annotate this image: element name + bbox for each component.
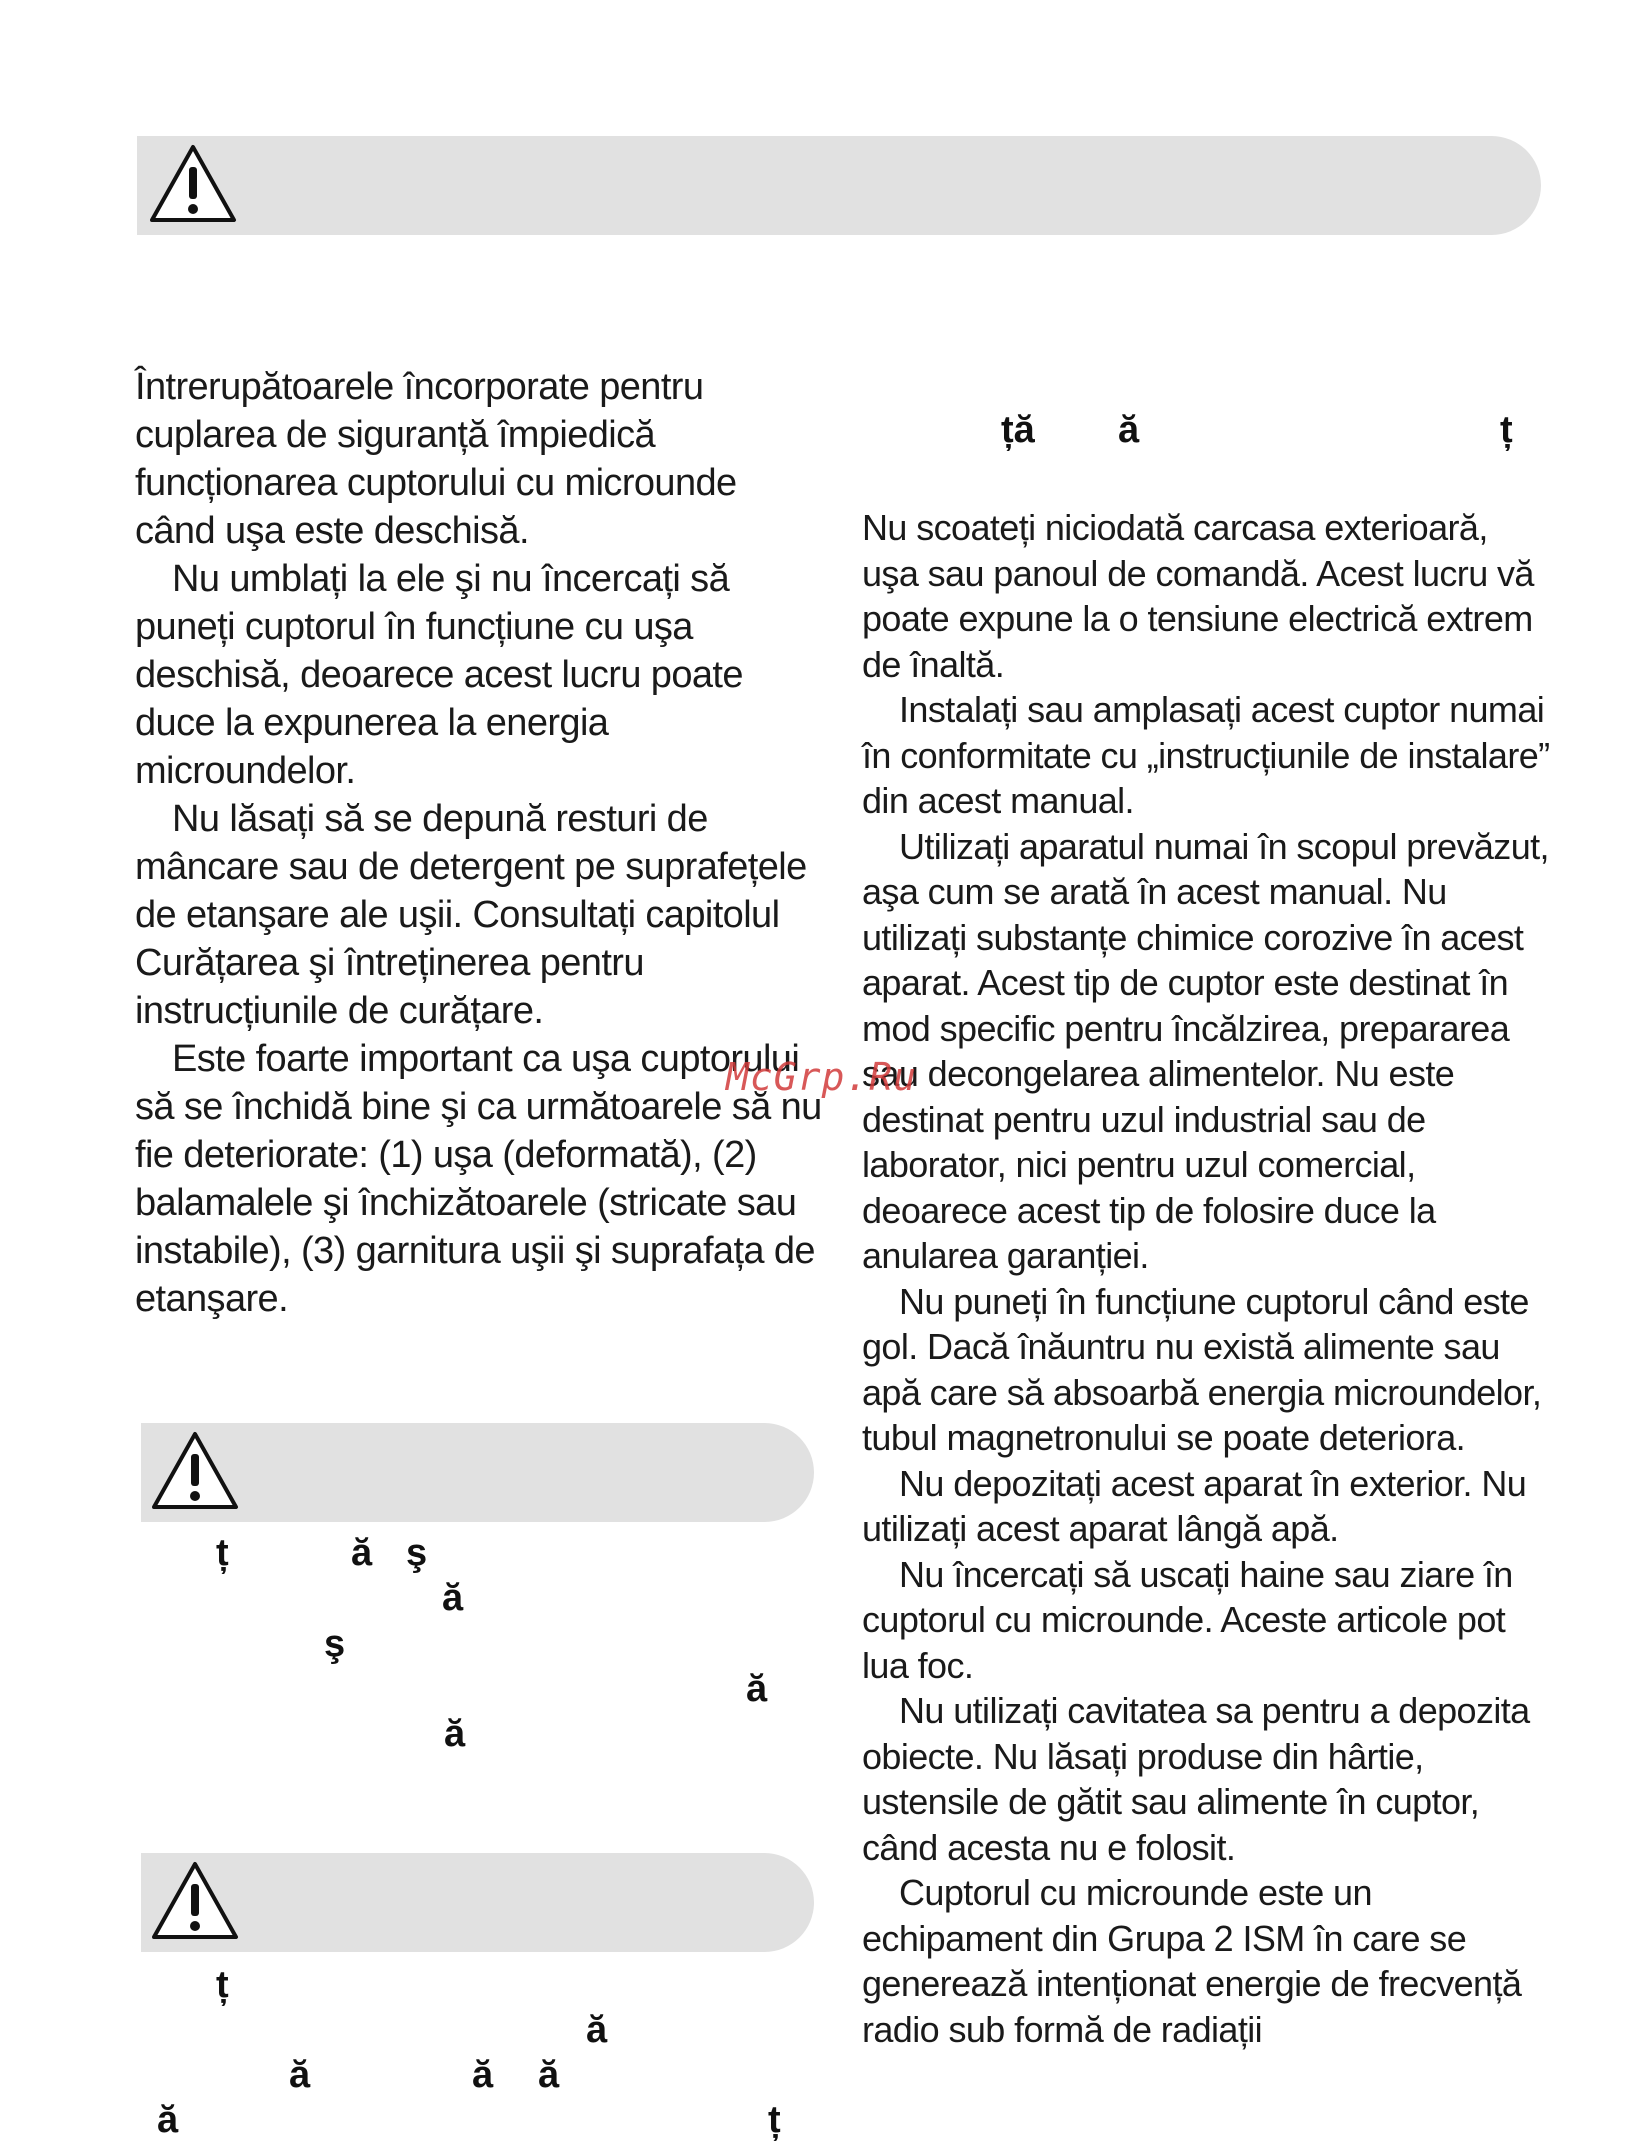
warning-text-fragment: ț [216, 1964, 229, 2006]
paragraph: Instalați sau amplasați acest cuptor numai în conformitate cu „instrucțiunile de instalare” din acest manual. [862, 689, 1550, 821]
warning-text-fragment: ț [216, 1532, 229, 1574]
warning-text-fragment: ă [538, 2054, 560, 2096]
warning-text-fragment: ț [768, 2099, 781, 2141]
warning-text-fragment: ă [289, 2054, 311, 2096]
paragraph: Nu puneți în funcțiune cuptorul când este gol. Dacă înăuntru nu există alimente sau apă care să absoarbă energia microundelor, tubul magnetronului se poate deteriora. [862, 1280, 1542, 1458]
warning-triangle-icon [150, 1860, 240, 1942]
paragraph: Este foarte important ca uşa cuptorului să se închidă bine şi ca următoarele să nu fie deteriorate: (1) uşa (deformată), (2) balamalele şi închizătoarele (stricate sau instabile), (3) garnitura uşii şi suprafața de etanşare. [135, 1038, 822, 1320]
warning-text-fragment: ş [324, 1623, 346, 1665]
warning-text-fragment: ă [472, 2054, 494, 2096]
paragraph: Întrerupătoarele încorporate pentru cuplarea de siguranță împiedică funcționarea cuptorului cu microunde când uşa este deschisă. [135, 366, 737, 552]
warning-box-banner [141, 1853, 814, 1952]
warning-text-fragment: ă [351, 1532, 373, 1574]
paragraph: Nu scoateți niciodată carcasa exterioară, uşa sau panoul de comandă. Acest lucru vă poate expune la o tensiune electrică extrem de înaltă. [862, 507, 1534, 685]
heading-fragment: ț [1500, 409, 1513, 451]
heading-fragment: ă [1118, 409, 1140, 451]
warning-triangle-icon [150, 1430, 240, 1512]
top-warning-banner [137, 136, 1541, 235]
warning-text-fragment: ă [442, 1577, 464, 1619]
warning-text-fragment: ş [406, 1532, 428, 1574]
right-column-text [862, 505, 1552, 2052]
warning-text-fragment: ă [157, 2099, 179, 2141]
paragraph: Cuptorul cu microunde este un echipament din Grupa 2 ISM în care se generează intenționat energie de frecvență radio sub formă de radiații [862, 1872, 1522, 2050]
paragraph: Utilizați aparatul numai în scopul prevăzut, aşa cum se arată în acest manual. Nu utilizați substanțe chimice corozive în acest aparat. Acest tip de cuptor este destinat în mod specific pentru încălzirea, prepararea sau decongelarea alimentelor. Nu este destinat pentru uzul industrial sau de laborator, nici pentru uzul comercial, deoarece acest tip de folosire duce la anularea garanției. [862, 825, 1549, 1276]
warning-triangle-icon [148, 143, 238, 225]
paragraph: Nu încercați să uscați haine sau ziare în cuptorul cu microunde. Aceste articole pot lua foc. [862, 1553, 1513, 1686]
left-column-text [135, 363, 825, 1323]
watermark: McGrp.Ru [726, 1055, 918, 1099]
warning-text-fragment: ă [586, 2009, 608, 2051]
warning-text-fragment: ă [444, 1713, 466, 1755]
warning-text-fragment: ă [746, 1668, 768, 1710]
paragraph: Nu umblați la ele şi nu încercați să puneți cuptorul în funcțiune cu uşa deschisă, deoarece acest lucru poate duce la expunerea la energia microundelor. [135, 558, 743, 792]
paragraph: Nu utilizați cavitatea sa pentru a depozita obiecte. Nu lăsați produse din hârtie, ustensile de gătit sau alimente în cuptor, când acesta nu e folosit. [862, 1690, 1530, 1868]
paragraph: Nu lăsați să se depună resturi de mâncare sau de detergent pe suprafețele de etanşare ale uşii. Consultați capitolul Curățarea şi întreținerea pentru instrucțiunile de curățare. [135, 798, 807, 1032]
warning-box-banner [141, 1423, 814, 1522]
heading-fragment: ță [1001, 409, 1035, 451]
paragraph: Nu depozitați acest aparat în exterior. Nu utilizați acest aparat lângă apă. [862, 1462, 1527, 1549]
